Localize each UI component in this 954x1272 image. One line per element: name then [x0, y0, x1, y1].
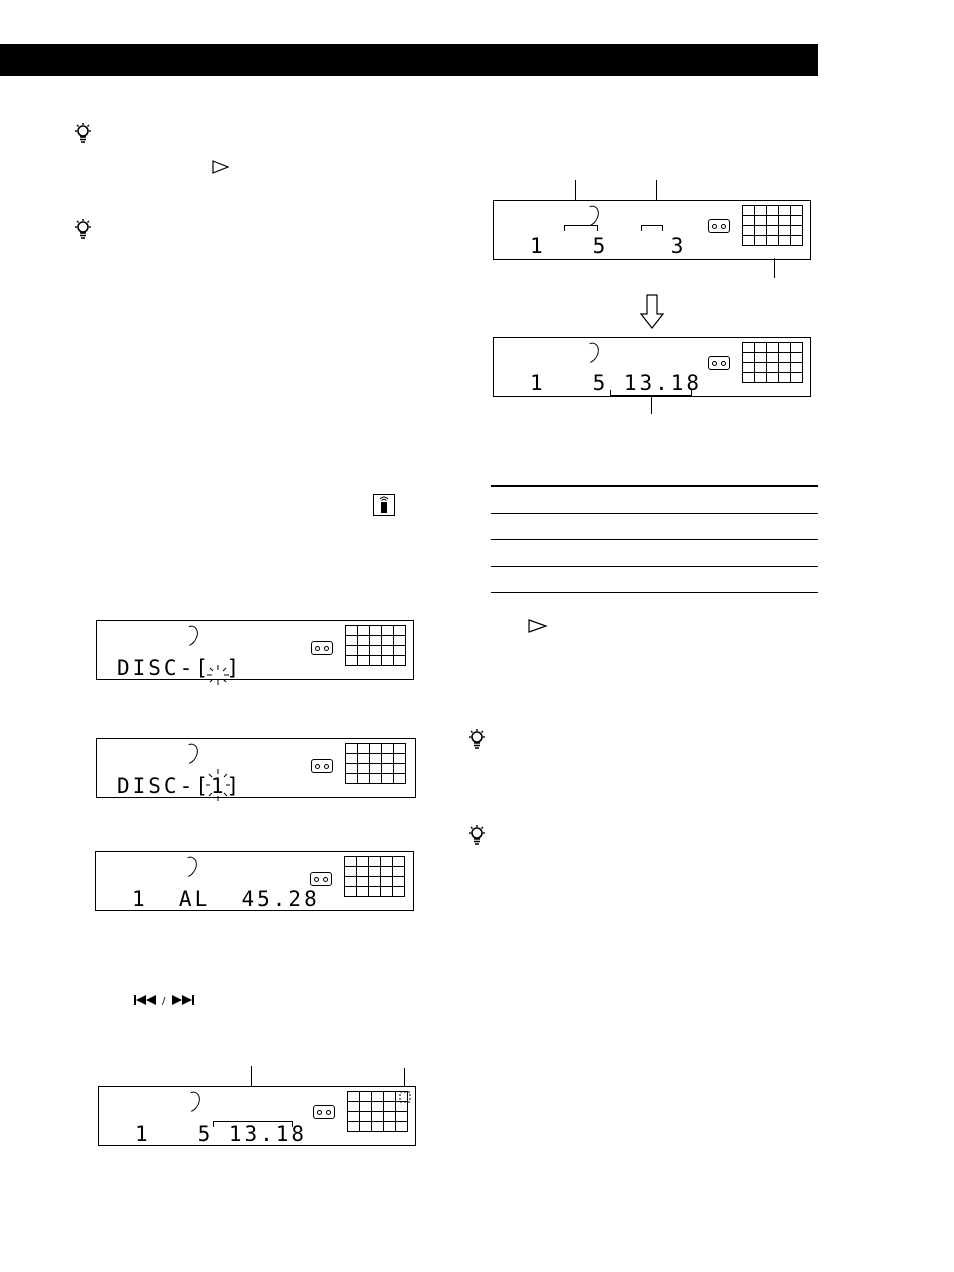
remote-control-icon: [373, 494, 395, 516]
lcd-display-track-time: [98, 1086, 416, 1146]
disc-symbol: [177, 622, 202, 649]
lightbulb-tip-icon: [466, 728, 488, 752]
calendar-grid: [345, 743, 406, 784]
header-bar: [0, 44, 818, 76]
table-row-rule: [491, 539, 818, 540]
lcd-display-disc-one: [96, 738, 416, 798]
lcd-line: DISC-[1]: [117, 774, 243, 798]
lightbulb-tip-icon: [466, 824, 488, 848]
bracket: [564, 225, 598, 231]
lcd-line: 1 5 3: [530, 234, 687, 258]
callout-line: [651, 396, 652, 414]
table-row-rule: [491, 513, 818, 514]
disc-symbol: [578, 339, 603, 366]
cassette-icon: [313, 1105, 335, 1119]
lcd-line: 1 5 13.18: [135, 1122, 308, 1146]
callout-line: [774, 258, 775, 278]
cassette-icon: [311, 759, 333, 773]
cassette-icon: [708, 219, 730, 233]
table-bottom-rule: [491, 592, 818, 593]
bracket: [641, 225, 663, 231]
lightbulb-tip-icon: [72, 122, 94, 146]
down-arrow-icon: [640, 294, 664, 330]
lcd-line: 1 AL 45.28: [132, 887, 320, 911]
table-top-rule: [491, 485, 818, 487]
lcd-line: DISC-[ ]: [117, 656, 243, 680]
lcd-display-elapsed-time: [493, 337, 811, 397]
calendar-grid: [344, 856, 405, 897]
lcd-line: 1 5 13.18: [530, 371, 703, 395]
cassette-icon: [310, 872, 332, 886]
disc-symbol: [176, 853, 201, 880]
play-outline-icon: [212, 160, 230, 174]
calendar-grid: [345, 625, 406, 666]
disc-symbol: [177, 740, 202, 767]
blink-indicator-icon: [204, 769, 232, 801]
cassette-icon: [708, 356, 730, 370]
lightbulb-tip-icon: [72, 218, 94, 242]
lcd-display-disc-select: [96, 620, 414, 680]
blink-indicator-icon: [205, 665, 231, 685]
table-row-rule: [491, 566, 818, 567]
calendar-grid: [742, 342, 803, 383]
disc-symbol: [179, 1088, 204, 1115]
prev-next-track-icon: [134, 994, 198, 1006]
lcd-display-track-number: [493, 200, 811, 260]
cassette-icon: [311, 641, 333, 655]
calendar-grid: [742, 205, 803, 246]
blink-indicator-icon: [395, 1087, 415, 1107]
play-outline-icon: [528, 619, 548, 633]
lcd-display-total-time: [95, 851, 414, 911]
svg-text:/: /: [162, 996, 166, 1006]
